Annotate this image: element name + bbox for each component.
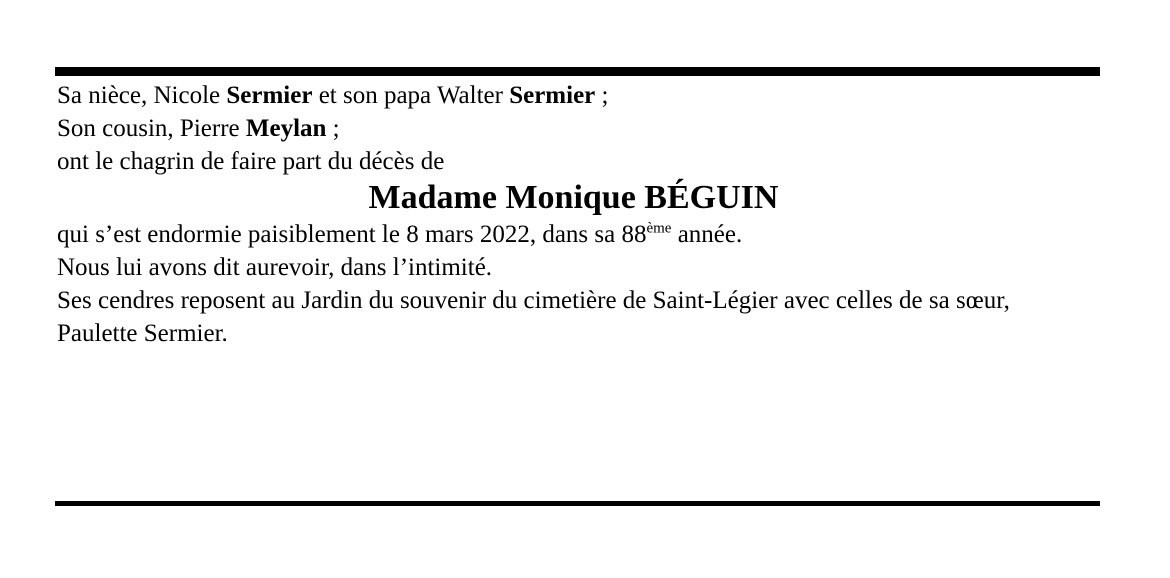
top-rule [55, 67, 1100, 76]
death-date-text: qui s’est endormie paisiblement le 8 mars 2022, dans sa 88 [57, 221, 647, 248]
bottom-rule [55, 501, 1100, 506]
relatives-line1-text: ; [595, 82, 609, 109]
surname-sermier-2: Sermier [509, 82, 596, 109]
deceased-name-title: Madame Monique BÉGUIN [368, 179, 779, 216]
relatives-paragraph [57, 79, 1090, 145]
relatives-line2-text: ; [326, 115, 340, 142]
announcement-line: ont le chagrin de faire part du décès de [57, 148, 445, 175]
surname-sermier-1: Sermier [226, 82, 313, 109]
relatives-line1-text: Sa nièce, Nicole [57, 82, 227, 109]
ordinal-superscript: ème [646, 220, 672, 237]
death-date-text-end: année. [671, 221, 743, 248]
surname-meylan: Meylan [245, 115, 327, 142]
death-date-line [57, 218, 1090, 251]
relatives-line2-text: Son cousin, Pierre [57, 115, 246, 142]
farewell-line: Nous lui avons dit aurevoir, dans l’intimité. [57, 254, 493, 281]
resting-place-line: Ses cendres reposent au Jardin du souvenir du cimetière de Saint-Légier avec celles de sa sœur, Paulette Sermier. [57, 287, 1010, 347]
relatives-line1-text: et son papa Walter [312, 82, 510, 109]
notice-content [57, 79, 1090, 350]
